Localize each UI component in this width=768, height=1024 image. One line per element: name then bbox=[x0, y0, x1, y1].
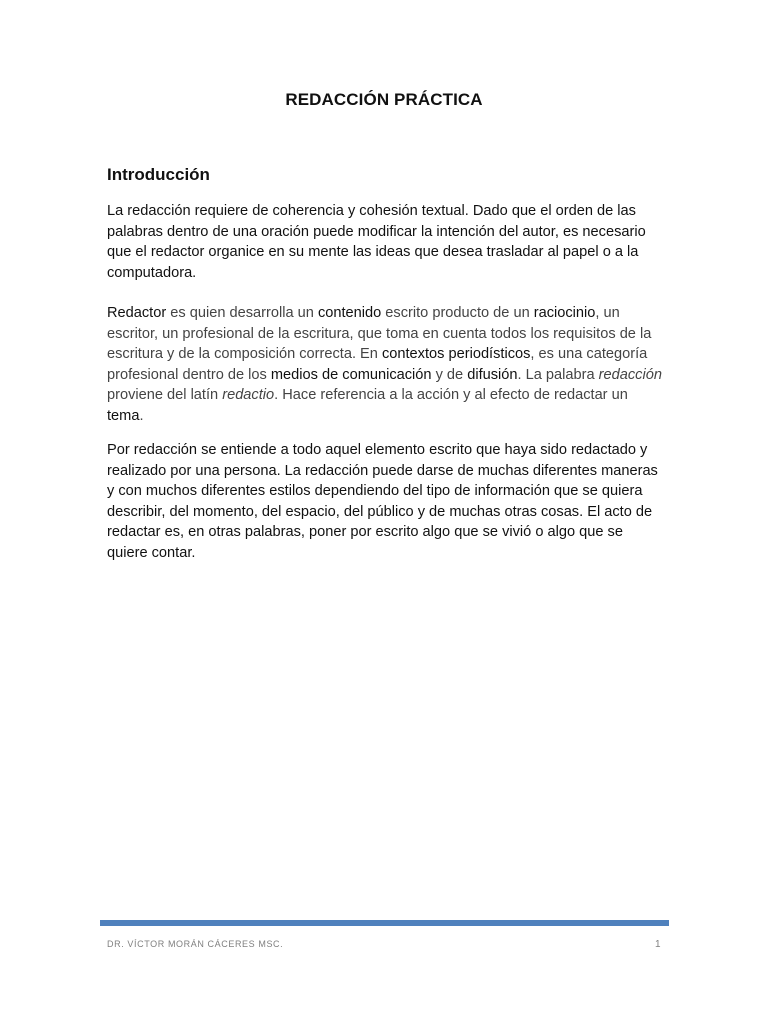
paragraph-redactor bbox=[107, 303, 667, 427]
paragraph-text: , un escritor, un profesional de la escritura, que toma en cuenta todos los requisitos de la escritura y de la composición correcta. En bbox=[107, 305, 652, 363]
paragraph-text: proviene del latín bbox=[107, 387, 223, 404]
link-medios-de-comunicacion[interactable]: medios de comunicación bbox=[270, 366, 432, 383]
italic-term-redactio: redactio bbox=[222, 387, 275, 404]
paragraph-coherence: La redacción requiere de coherencia y cohesión textual. Dado que el orden de las palabras dentro de una oración puede modificar la intención del autor, es necesario que el redactor organice en su mente las ideas que desea trasladar al papel o a la computadora. bbox=[107, 203, 646, 281]
link-contextos-periodisticos[interactable]: contextos periodísticos bbox=[381, 346, 531, 363]
link-tema[interactable]: tema bbox=[107, 407, 140, 424]
paragraph-text: escrito producto de un bbox=[381, 305, 534, 321]
paragraph-text: . Hace referencia a la acción y al efecto de redactar un bbox=[274, 387, 628, 404]
section-heading: Introducción bbox=[107, 165, 210, 184]
paragraph-text: es quien desarrolla un bbox=[166, 305, 318, 321]
paragraph-text: y de bbox=[431, 366, 468, 383]
paragraph-definicion: Por redacción se entiende a todo aquel elemento escrito que haya sido redactado y realizado por una persona. La redacción puede darse de muchas diferentes maneras y con muchos diferentes estilos dependiendo del tipo de información que se quiera describir, del momento, del espacio, del público y de muchas otras cosas. El acto de redactar es, en otras palabras, poner por escrito algo que se vivió o algo que se quiere contar. bbox=[107, 442, 658, 561]
italic-term-redaccion: redacción bbox=[598, 366, 662, 383]
paragraph-text: , es una categoría profesional dentro de los bbox=[107, 346, 648, 383]
link-contenido[interactable]: contenido bbox=[317, 305, 382, 321]
paragraph-text: . La palabra bbox=[517, 366, 599, 383]
page-number: 1 bbox=[655, 939, 661, 950]
document-title: REDACCIÓN PRÁCTICA bbox=[285, 90, 483, 109]
link-redactor[interactable]: Redactor bbox=[107, 305, 167, 321]
footer-author: DR. VÍCTOR MORÁN CÁCERES MSC. bbox=[107, 939, 284, 949]
paragraph-text: . bbox=[139, 407, 144, 424]
link-difusion[interactable]: difusión bbox=[467, 366, 518, 383]
link-raciocinio[interactable]: raciocinio bbox=[533, 305, 596, 321]
footer-divider bbox=[100, 920, 669, 926]
